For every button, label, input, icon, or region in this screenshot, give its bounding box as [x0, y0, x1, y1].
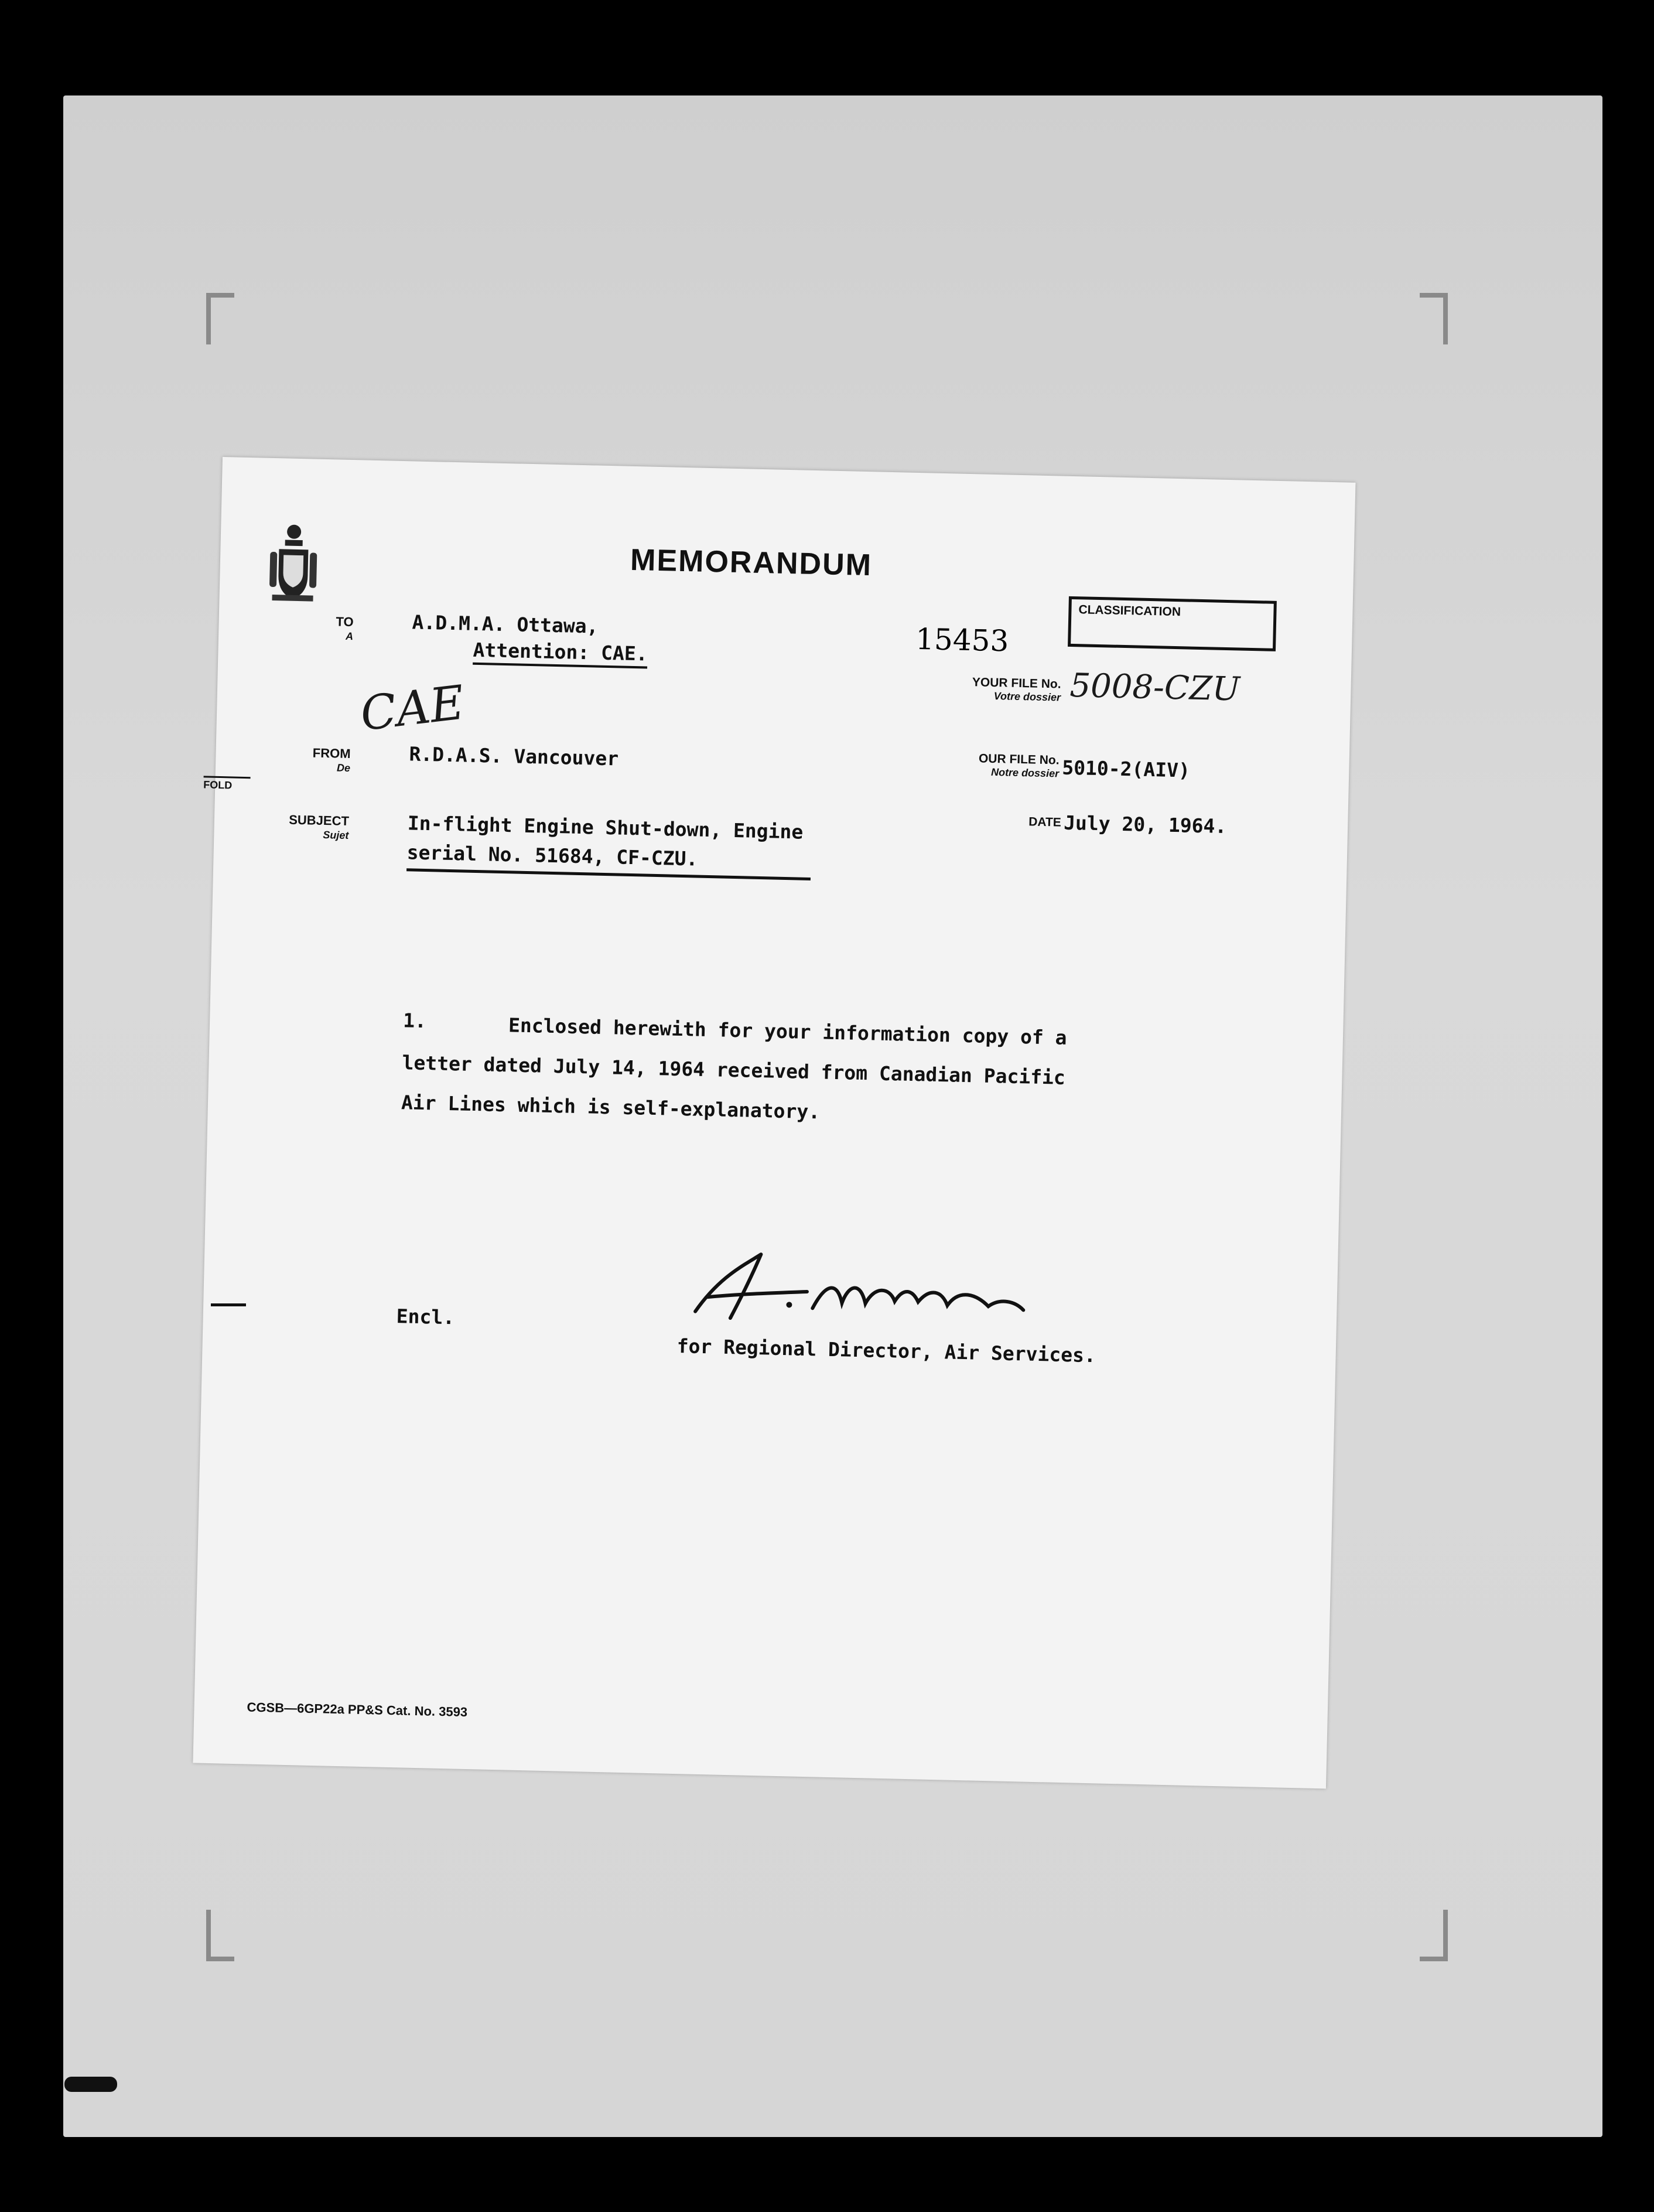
crop-mark-bottom-left: [206, 1910, 234, 1961]
record-number: 15453: [915, 622, 1009, 658]
enclosure-label: Encl.: [396, 1305, 455, 1329]
crop-mark-top-right: [1420, 293, 1448, 344]
crop-mark-top-left: [206, 293, 234, 344]
classification-box: [1068, 596, 1277, 651]
margin-mark: [211, 1303, 246, 1306]
our-file-label-fr: Notre dossier: [990, 766, 1060, 780]
subject-label: [278, 813, 349, 842]
crop-mark-bottom-right: [1420, 1910, 1448, 1961]
your-file-label-en: YOUR FILE No.: [972, 675, 1061, 691]
from-value: R.D.A.S. Vancouver: [409, 742, 619, 770]
signature-block: for Regional Director, Air Services.: [676, 1334, 1096, 1367]
paragraph-number: 1.: [402, 1009, 427, 1033]
your-file-value: 5008-CZU: [1069, 666, 1240, 709]
to-label: [283, 613, 354, 643]
from-label-fr: De: [336, 762, 351, 774]
our-file-label-en: OUR FILE No.: [978, 752, 1060, 767]
memo-sheet: [193, 457, 1355, 1788]
subject-label-fr: Sujet: [323, 829, 349, 842]
subject-label-en: SUBJECT: [289, 812, 350, 829]
form-number: CGSB—6GP22a PP&S Cat. No. 3593: [247, 1699, 468, 1720]
your-file-label: [961, 676, 1061, 704]
memo-title: MEMORANDUM: [630, 542, 873, 583]
from-label: [280, 745, 351, 775]
our-file-value: 5010-2(AIV): [1061, 756, 1191, 782]
classification-label: CLASSIFICATION: [1078, 603, 1181, 619]
subject-line-2: serial No. 51684, CF-CZU.: [406, 841, 698, 871]
to-line-2: Attention: CAE.: [473, 639, 648, 669]
fold-mark: FOLD: [203, 776, 251, 792]
to-label-en: TO: [336, 614, 354, 630]
coat-of-arms-icon: [266, 520, 320, 609]
to-line-1: A.D.M.A. Ottawa,: [412, 610, 599, 638]
date-value: July 20, 1964.: [1063, 811, 1227, 838]
paragraph-line-1: Enclosed herewith for your information copy of a: [508, 1013, 1067, 1049]
from-label-en: FROM: [312, 745, 351, 762]
subject-underline: [406, 868, 811, 880]
your-file-label-fr: Votre dossier: [993, 689, 1061, 704]
signature-icon: [671, 1241, 1036, 1343]
paragraph-line-3: Air Lines which is self-explanatory.: [401, 1091, 821, 1124]
subject-line-1: In-flight Engine Shut-down, Engine: [407, 811, 804, 844]
to-label-fr: A: [345, 630, 354, 643]
paragraph-body: [401, 1003, 1077, 1138]
scan-smudge: [64, 2077, 117, 2092]
handwritten-note: CAE: [357, 675, 467, 742]
date-label: DATE: [1028, 815, 1062, 830]
paragraph-line-2: letter dated July 14, 1964 received from Canadian Pacific: [402, 1051, 1066, 1089]
our-file-label: [959, 752, 1060, 780]
